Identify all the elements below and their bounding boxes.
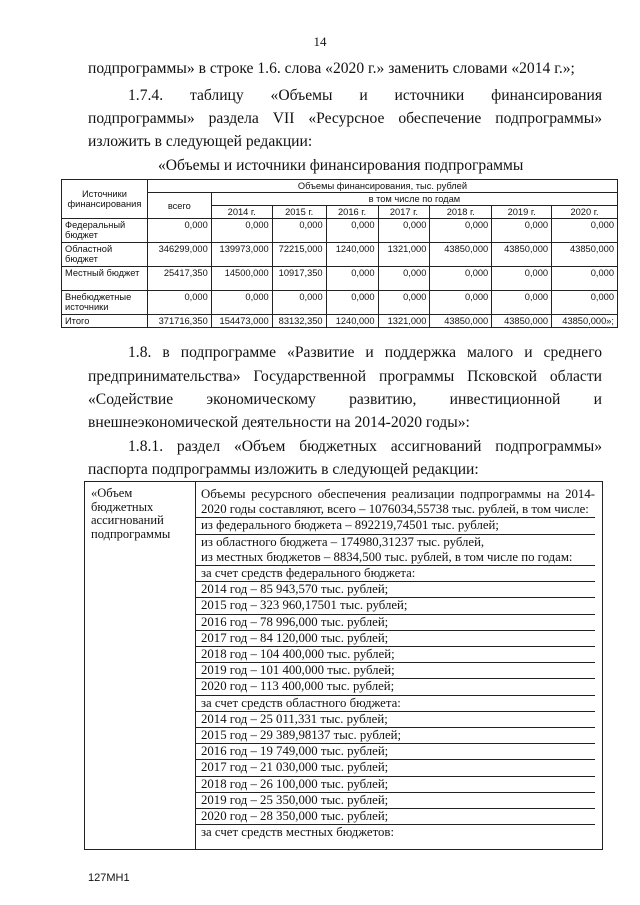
header-by-years: в том числе по годам (211, 193, 617, 206)
year-header: 2016 г. (326, 206, 378, 219)
passport-line: 2015 год – 29 389,98137 тыс. рублей; (196, 728, 595, 744)
passport-line: 2017 год – 21 030,000 тыс. рублей; (196, 760, 595, 776)
section-18-line: «Содействие экономическому развитию, инвестиционной и (88, 391, 602, 408)
passport-line: 2016 год – 78 996,000 тыс. рублей; (196, 615, 595, 631)
table-row (62, 219, 618, 243)
table-cell: 0,000 (326, 219, 378, 243)
row-total: 0,000 (147, 291, 211, 315)
table-cell: 0,000 (430, 219, 492, 243)
row-source: Итого (62, 315, 148, 328)
table-cell: 1240,000 (326, 315, 378, 328)
table-cell: 14500,000 (211, 267, 272, 291)
passport-line: 2018 год – 26 100,000 тыс. рублей; (196, 777, 595, 793)
row-source: Местный бюджет (62, 267, 148, 291)
table-cell: 0,000 (552, 219, 618, 243)
year-header: 2018 г. (430, 206, 492, 219)
passport-line: из местных бюджетов – 8834,500 тыс. рублей, в том числе по годам: (196, 550, 595, 566)
table-cell: 43850,000 (430, 243, 492, 267)
row-total: 0,000 (147, 219, 211, 243)
passport-line: 2016 год – 19 749,000 тыс. рублей; (196, 744, 595, 760)
table-cell: 0,000 (378, 291, 430, 315)
footer-code: 127МН1 (88, 872, 130, 884)
table-cell: 0,000 (492, 219, 552, 243)
table-cell: 0,000 (552, 291, 618, 315)
passport-line: 2014 год – 85 943,570 тыс. рублей; (196, 582, 595, 598)
year-header: 2020 г. (552, 206, 618, 219)
table-cell: 43850,000 (552, 243, 618, 267)
item-174-line: 1.7.4. таблицу «Объемы и источники финансирования (128, 87, 602, 104)
table-row (62, 267, 618, 291)
passport-line: за счет средств федерального бюджета: (196, 566, 595, 582)
passport-right-content (201, 487, 595, 840)
item-174-line: подпрограммы» раздела VII «Ресурсное обеспечение подпрограммы» (88, 110, 602, 127)
table-cell: 1321,000 (378, 315, 430, 328)
passport-intro: Объемы ресурсного обеспечения реализации подпрограммы на 2014-2020 годы составляют, всего – 1076034,55738 тыс. рублей, в том числе: (196, 487, 595, 518)
table-cell: 139973,000 (211, 243, 272, 267)
passport-line: 2020 год – 113 400,000 тыс. рублей; (196, 679, 595, 695)
passport-line: 2019 год – 25 350,000 тыс. рублей; (196, 793, 595, 809)
finance-table (61, 179, 618, 328)
passport-line: за счет средств областного бюджета: (196, 696, 595, 712)
row-total: 346299,000 (147, 243, 211, 267)
row-source: Внебюджетные источники (62, 291, 148, 315)
table-cell: 0,000 (552, 267, 618, 291)
table-cell: 0,000 (492, 291, 552, 315)
page-number: 14 (313, 34, 327, 49)
table-cell: 0,000 (378, 267, 430, 291)
section-181-line: паспорта подпрограммы изложить в следующей редакции: (88, 461, 479, 478)
section-18-line: 1.8. в подпрограмме «Развитие и поддержка малого и среднего (128, 344, 602, 361)
passport-line: 2017 год – 84 120,000 тыс. рублей; (196, 631, 595, 647)
table-cell: 0,000 (211, 291, 272, 315)
table-cell: 43850,000 (492, 243, 552, 267)
table-cell: 154473,000 (211, 315, 272, 328)
passport-line: из областного бюджета – 174980,31237 тыс. рублей, (201, 534, 485, 549)
passport-left-label: «Объем бюджетных ассигнований подпрограммы (91, 486, 171, 541)
table-cell: 10917,350 (272, 267, 326, 291)
table-cell: 43850,000»; (552, 315, 618, 328)
header-volumes: Объемы финансирования, тыс. рублей (147, 180, 617, 193)
item-174-line: изложить в следующей редакции: (88, 133, 313, 150)
intro-line: подпрограммы» в строке 1.6. слова «2020 г.» заменить словами «2014 г.»; (88, 60, 575, 77)
passport-line: 2020 год – 28 350,000 тыс. рублей; (196, 809, 595, 825)
table-cell: 43850,000 (430, 315, 492, 328)
table-row (62, 291, 618, 315)
table-cell: 0,000 (492, 267, 552, 291)
table-cell: 43850,000 (492, 315, 552, 328)
row-total: 371716,350 (147, 315, 211, 328)
table-row-total (62, 315, 618, 328)
table-row (62, 243, 618, 267)
passport-line: за счет средств местных бюджетов: (201, 825, 394, 840)
table-cell: 0,000 (272, 291, 326, 315)
table-cell: 1240,000 (326, 243, 378, 267)
passport-box (84, 481, 603, 850)
table-cell: 0,000 (430, 267, 492, 291)
section-18-line: внешнеэкономической деятельности на 2014-2020 годы»: (88, 414, 470, 431)
table-cell: 83132,350 (272, 315, 326, 328)
passport-line: 2015 год – 323 960,17501 тыс. рублей; (196, 598, 595, 614)
passport-line: 2018 год – 104 400,000 тыс. рублей; (196, 647, 595, 663)
table-cell: 0,000 (326, 291, 378, 315)
table-cell: 0,000 (430, 291, 492, 315)
passport-line: из федерального бюджета – 892219,74501 тыс. рублей; (196, 518, 595, 534)
table-cell: 0,000 (272, 219, 326, 243)
header-source: Источники финансирования (62, 180, 148, 219)
section-181-line: 1.8.1. раздел «Объем бюджетных ассигнований подпрограммы» (128, 438, 602, 455)
year-header: 2014 г. (211, 206, 272, 219)
passport-line: 2019 год – 101 400,000 тыс. рублей; (196, 663, 595, 679)
table-cell: 1321,000 (378, 243, 430, 267)
year-header: 2017 г. (378, 206, 430, 219)
table-cell: 72215,000 (272, 243, 326, 267)
passport-line: 2014 год – 25 011,331 тыс. рублей; (196, 712, 595, 728)
row-source: Федеральный бюджет (62, 219, 148, 243)
row-source: Областной бюджет (62, 243, 148, 267)
table-cell: 0,000 (378, 219, 430, 243)
year-header: 2019 г. (492, 206, 552, 219)
row-total: 25417,350 (147, 267, 211, 291)
table-cell: 0,000 (211, 219, 272, 243)
year-header: 2015 г. (272, 206, 326, 219)
section-18-line: предпринимательства» Государственной программы Псковской области (88, 368, 602, 385)
header-total: всего (147, 193, 211, 219)
table-cell: 0,000 (326, 267, 378, 291)
table-caption: «Объемы и источники финансирования подпрограммы (158, 157, 524, 174)
